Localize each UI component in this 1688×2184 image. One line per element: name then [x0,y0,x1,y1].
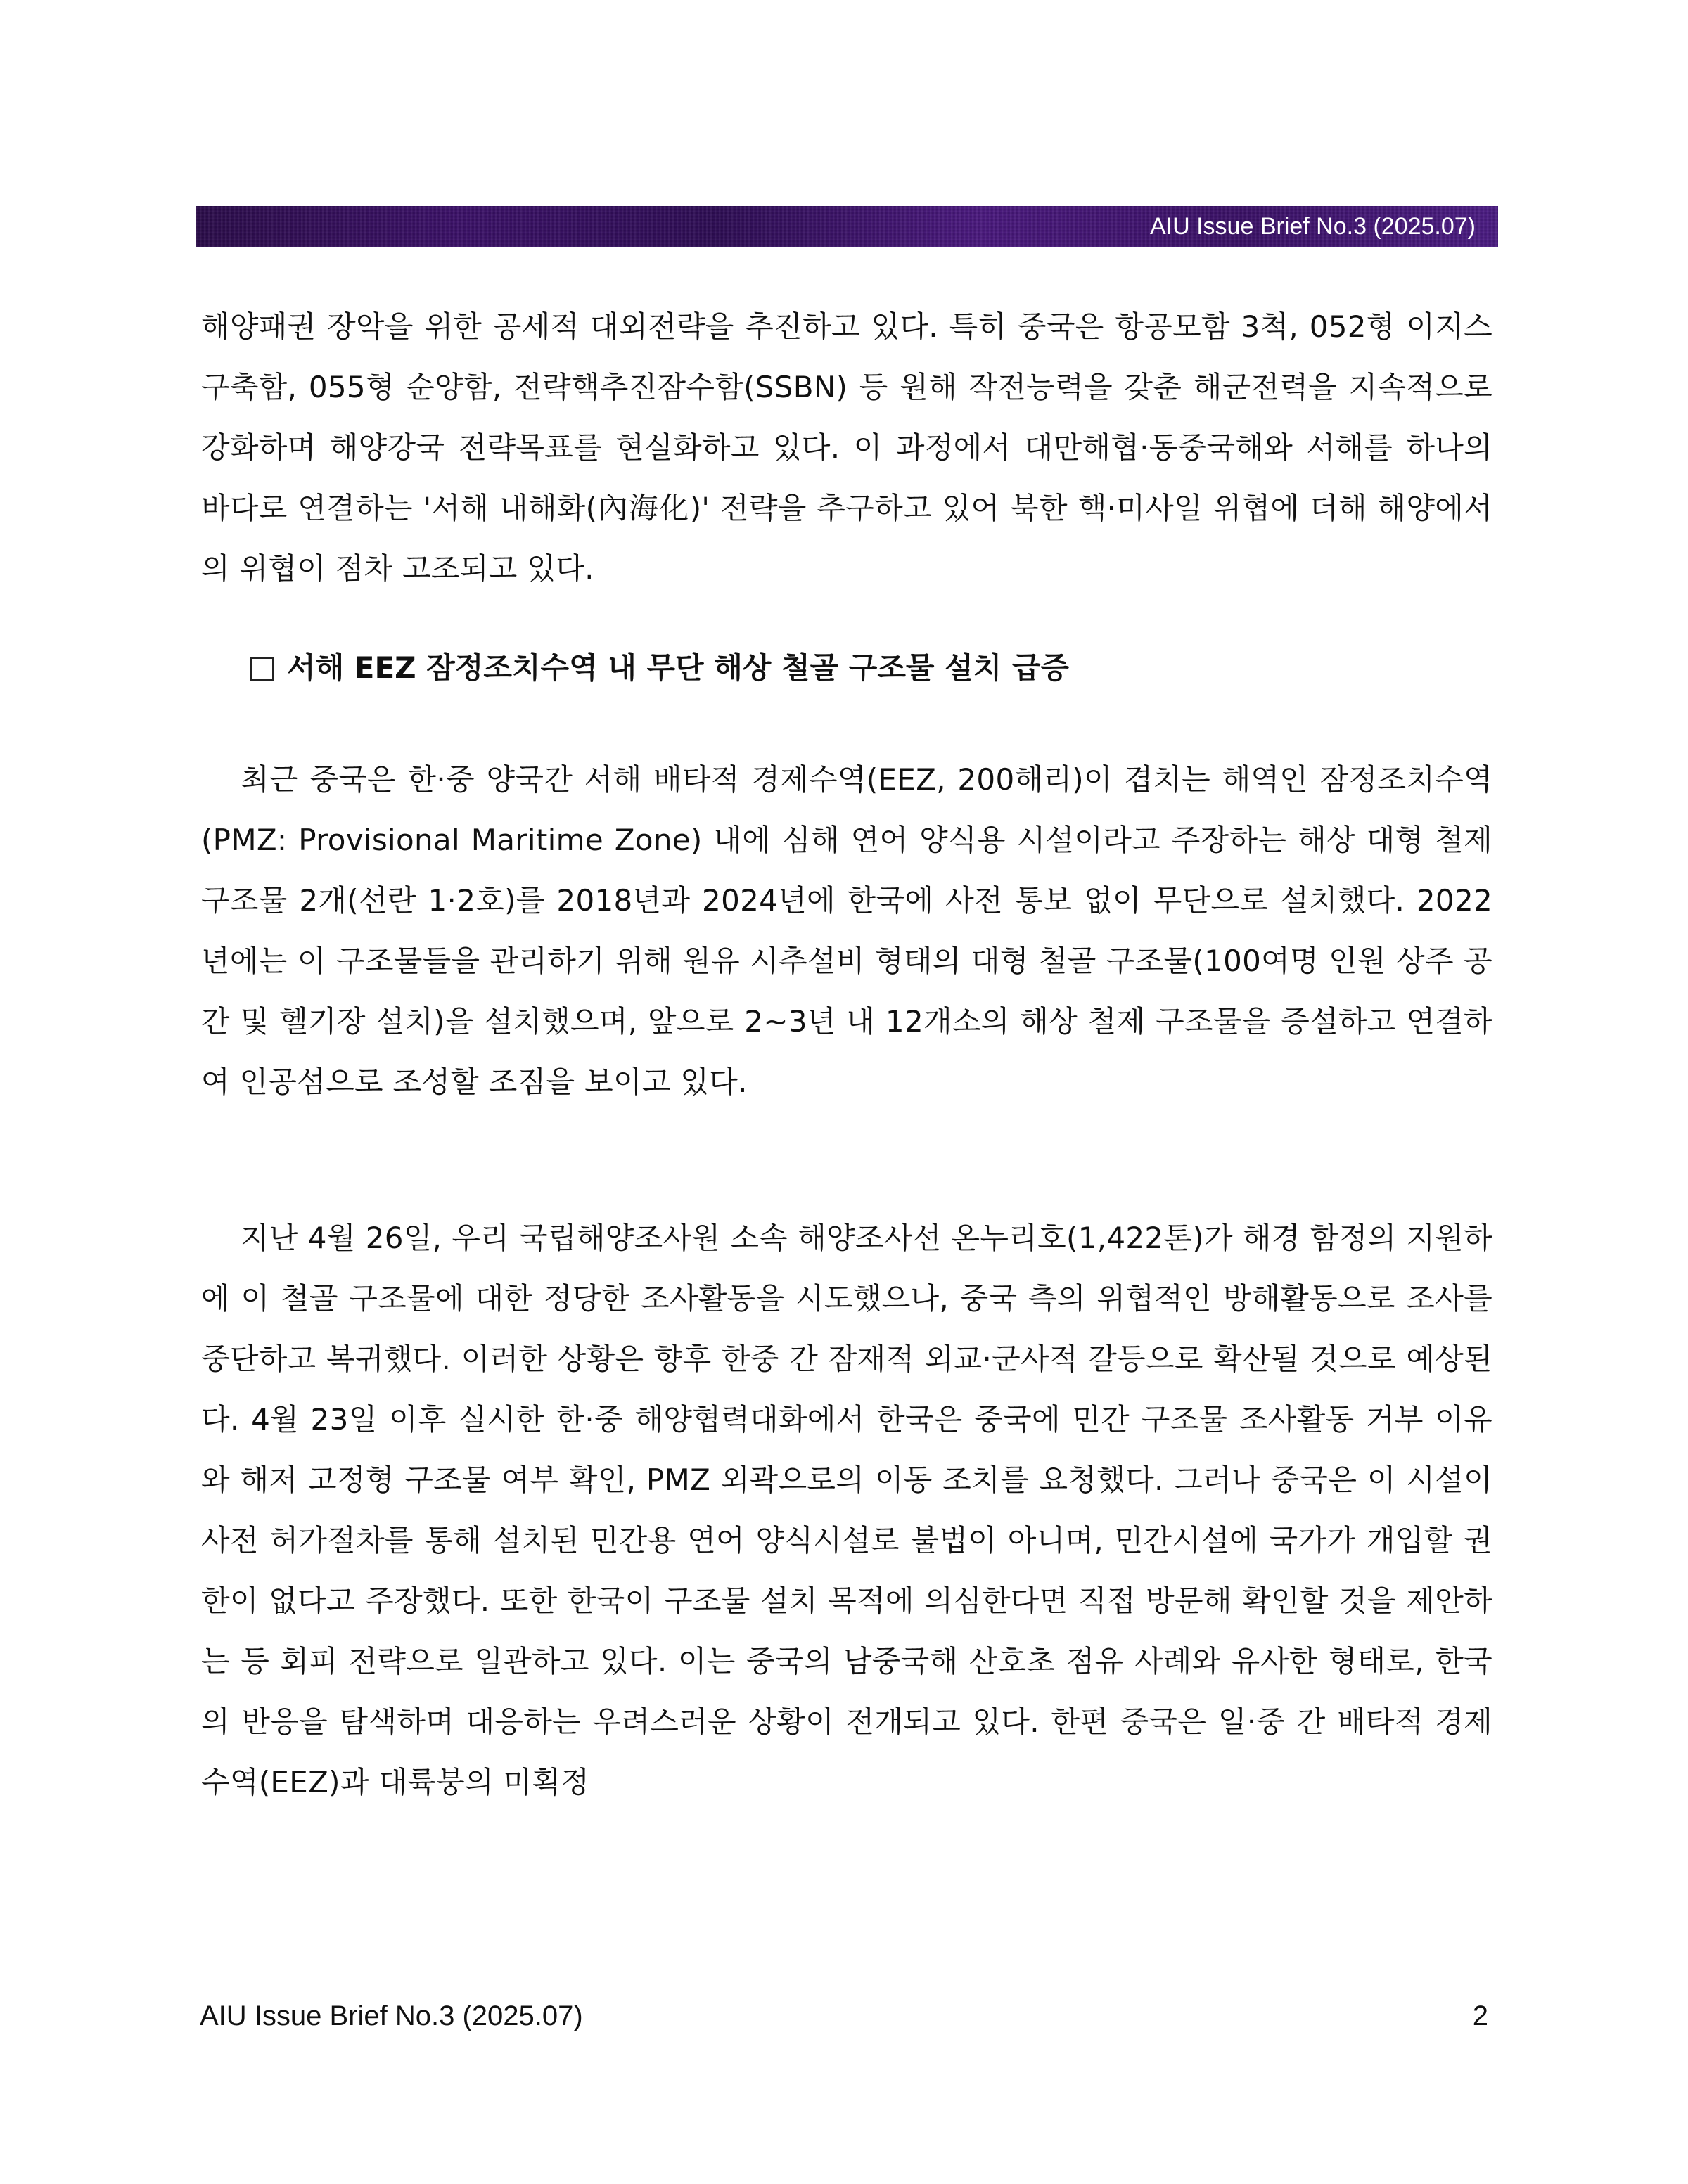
body-paragraph-2: 최근 중국은 한·중 양국간 서해 배타적 경제수역(EEZ, 200해리)이 겹치는 해역인 잠정조치수역(PMZ: Provisional Maritime Zone) 내에 심해 연어 양식용 시설이라고 주장하는 해상 대형 철제 구조물 2개(선란 1·2호)를 2018년과 2024년에 한국에 사전 통보 없이 무단으로 설치했다. 2022년에는 이 구조물들을 관리하기 위해 원유 시추설비 형태의 대형 철골 구조물(100여명 인원 상주 공간 및 헬기장 설치)을 설치했으며, 앞으로 2~3년 내 12개소의 해상 철제 구조물을 증설하고 연결하여 인공섬으로 조성할 조짐을 보이고 있다. [201,762,1492,1099]
square-bullet-icon [250,657,274,681]
body-paragraph-1: 해양패권 장악을 위한 공세적 대외전략을 추진하고 있다. 특히 중국은 항공모함 3척, 052형 이지스구축함, 055형 순양함, 전략핵추진잠수함(SSBN) 등 원해 작전능력을 갖춘 해군전력을 지속적으로 강화하며 해양강국 전략목표를 현실화하고 있다. 이 과정에서 대만해협·동중국해와 서해를 하나의 바다로 연결하는 '서해 내해화(內海化)' 전략을 추구하고 있어 북한 핵·미사일 위협에 더해 해양에서의 위협이 점차 고조되고 있다. [201,309,1492,586]
body-paragraph-3: 지난 4월 26일, 우리 국립해양조사원 소속 해양조사선 온누리호(1,422톤)가 해경 함정의 지원하에 이 철골 구조물에 대한 정당한 조사활동을 시도했으나, 중국 측의 위협적인 방해활동으로 조사를 중단하고 복귀했다. 이러한 상황은 향후 한중 간 잠재적 외교·군사적 갈등으로 확산될 것으로 예상된다. 4월 23일 이후 실시한 한·중 해양협력대화에서 한국은 중국에 민간 구조물 조사활동 거부 이유와 해저 고정형 구조물 여부 확인, PMZ 외곽으로의 이동 조치를 요청했다. 그러나 중국은 이 시설이 사전 허가절차를 통해 설치된 민간용 연어 양식시설로 불법이 아니며, 민간시설에 국가가 개입할 권한이 없다고 주장했다. 또한 한국이 구조물 설치 목적에 의심한다면 직접 방문해 확인할 것을 제안하는 등 회피 전략으로 일관하고 있다. 이는 중국의 남중국해 산호초 점유 사례와 유사한 형태로, 한국의 반응을 탐색하며 대응하는 우려스러운 상황이 전개되고 있다. 한편 중국은 일·중 간 배타적 경제수역(EEZ)과 대륙붕의 미획정 [201,1221,1492,1799]
section-heading-text: 서해 EEZ 잠정조치수역 내 무단 해상 철골 구조물 설치 급증 [287,650,1070,685]
header-bar [196,206,1498,247]
page-number: 2 [1472,2000,1488,2031]
header-title: AIU Issue Brief No.3 (2025.07) [1149,213,1476,240]
section-heading [250,647,1069,689]
footer-title: AIU Issue Brief No.3 (2025.07) [200,2000,583,2031]
